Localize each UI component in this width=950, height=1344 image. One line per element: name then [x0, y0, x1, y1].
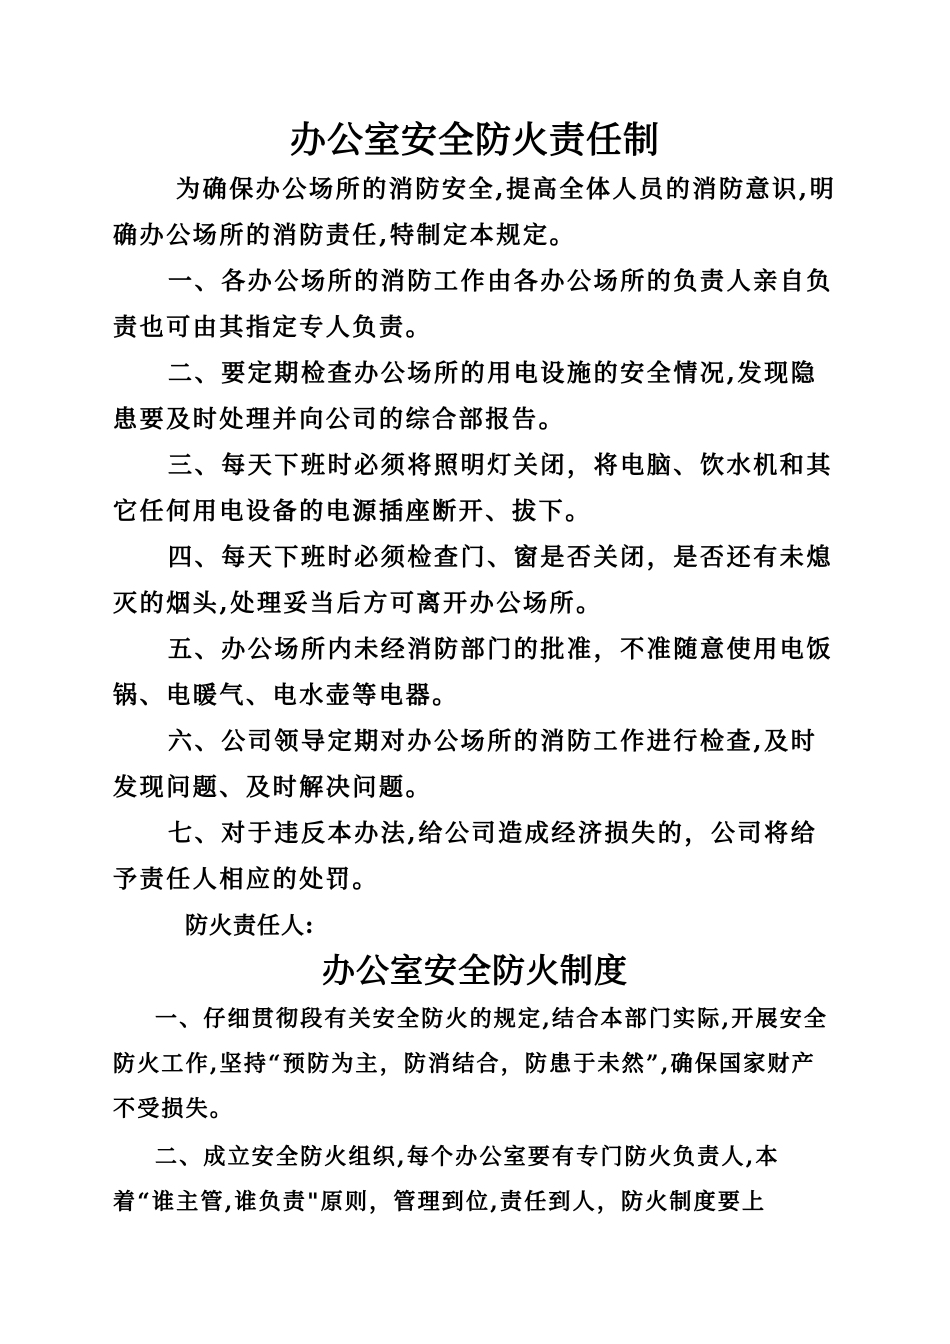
rule-item-6: 六、公司领导定期对办公场所的消防工作进行检查,及时发现问题、及时解决问题。 [113, 726, 818, 801]
rule-item-4: 四、每天下班时必须检查门、窗是否关闭，是否还有未熄灭的烟头,处理妥当后方可离开办公场所。 [113, 542, 833, 617]
rule-item-5: 五、办公场所内未经消防部门的批准，不准随意使用电饭锅、电暖气、电水壶等电器。 [113, 634, 833, 709]
signer-label: 防火责任人: [185, 912, 315, 939]
document-title: 办公室安全防火责任制 [289, 119, 660, 161]
rule-item-1: 一、各办公场所的消防工作由各办公场所的负责人亲自负责也可由其指定专人负责。 [113, 266, 833, 341]
system-item-2: 二、成立安全防火组织,每个办公室要有专门防火负责人,本着“谁主管,谁负责"原则，管理到位,责任到人，防火制度要上 [113, 1144, 780, 1215]
system-item-1: 一、仔细贯彻段有关安全防火的规定,结合本部门实际,开展安全防火工作,坚持“预防为主，防消结合，防患于未然”,确保国家财产不受损失。 [113, 1006, 829, 1122]
rule-item-7: 七、对于违反本办法,给公司造成经济损失的，公司将给予责任人相应的处罚。 [113, 818, 818, 893]
rule-item-3: 三、每天下班时必须将照明灯关闭，将电脑、饮水机和其它任何用电设备的电源插座断开、拔下。 [113, 450, 833, 525]
second-document-title: 办公室安全防火制度 [322, 951, 628, 990]
intro-paragraph: 为确保办公场所的消防安全,提高全体人员的消防意识,明确办公场所的消防责任,特制定本规定。 [113, 174, 837, 249]
rule-item-2: 二、要定期检查办公场所的用电设施的安全情况,发现隐患要及时处理并向公司的综合部报告。 [113, 358, 818, 433]
